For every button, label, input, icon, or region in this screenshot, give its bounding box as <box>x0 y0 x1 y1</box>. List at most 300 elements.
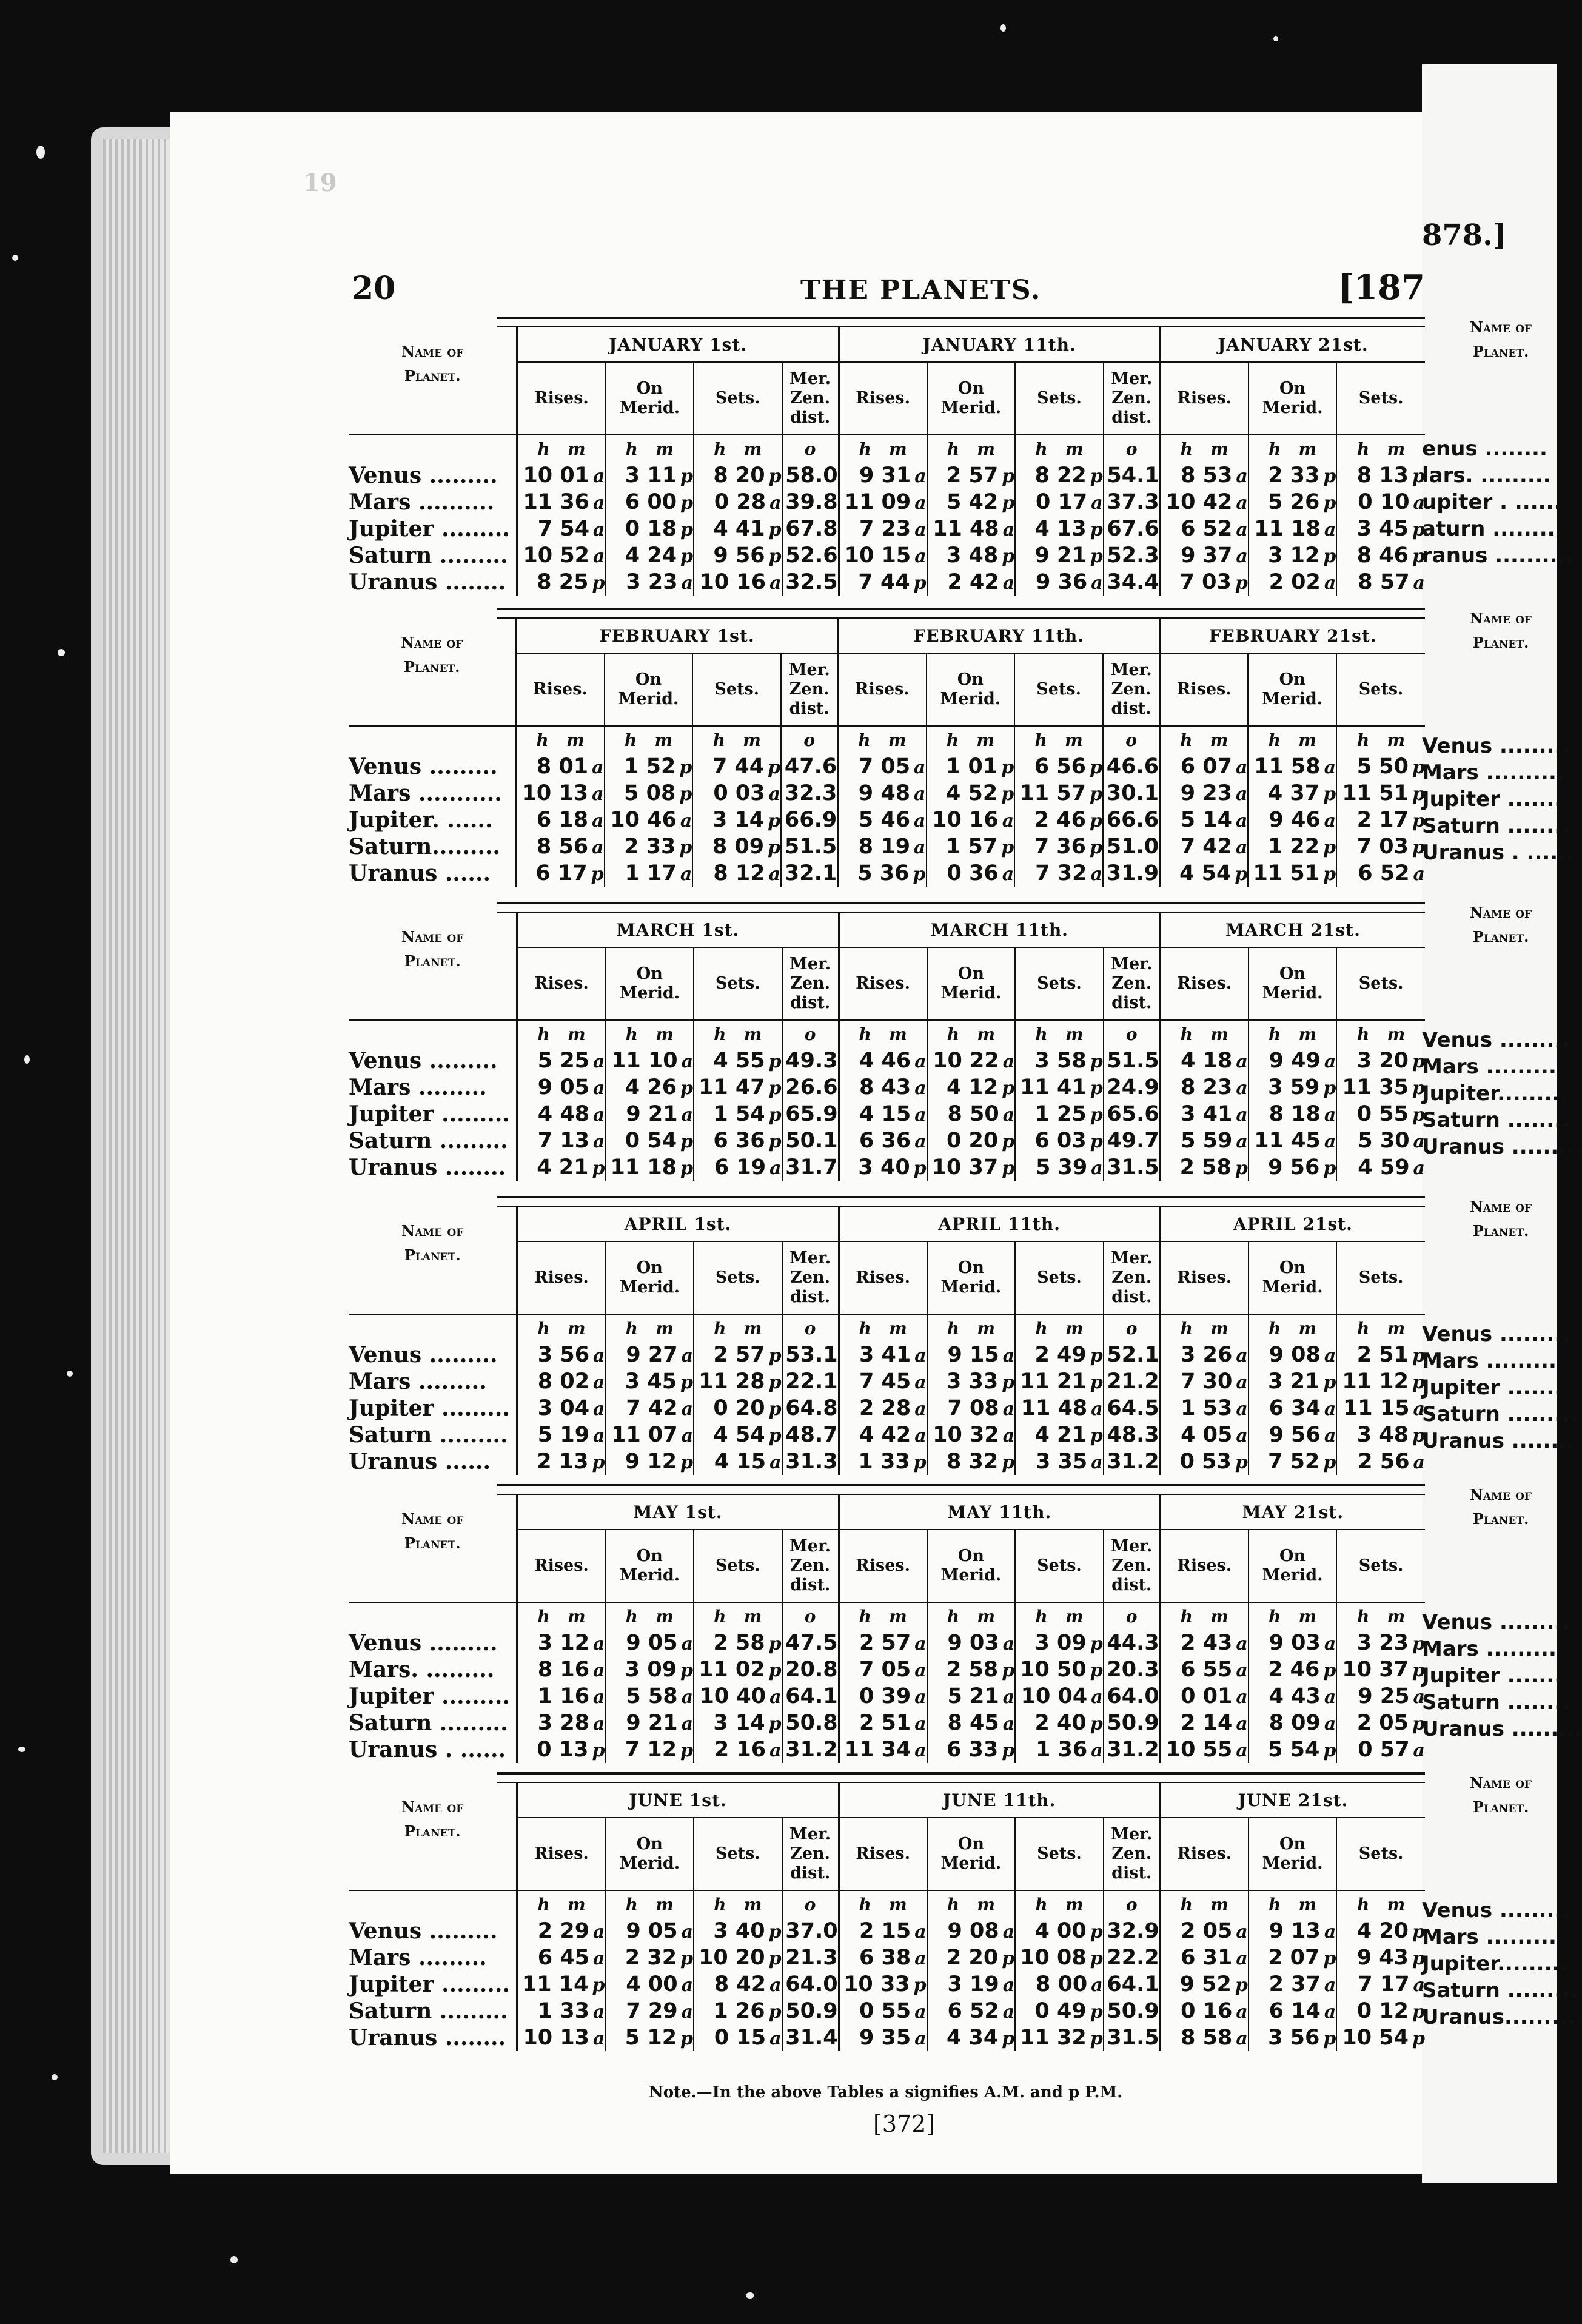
time-value: 7 32 a <box>1014 860 1103 887</box>
name-of-planet-header <box>349 327 517 435</box>
unit-degree: o <box>1104 1020 1161 1047</box>
time-value: 8 25 p <box>517 569 606 596</box>
sets-header: Sets. <box>1015 1530 1104 1602</box>
rises-header: Rises. <box>1160 1241 1249 1314</box>
sets-header: Sets. <box>1014 653 1103 726</box>
time-value: 11 28 p <box>694 1368 782 1395</box>
time-value: 4 00 a <box>606 1971 694 1998</box>
planet-name: Jupiter. ...... <box>349 807 493 833</box>
time-value: 2 49 p <box>1015 1342 1104 1368</box>
time-value: 2 51 a <box>839 1710 927 1736</box>
time-value: 3 58 p <box>1015 1047 1104 1074</box>
planet-name: Saturn ......... <box>349 543 508 568</box>
rises-header: Rises. <box>517 1241 606 1314</box>
name-header-line2: Planet. <box>404 1534 461 1552</box>
time-value: 9 03 a <box>1249 1630 1337 1656</box>
facing-planet-label: Jupiter ....... <box>1422 787 1563 811</box>
time-value: 8 09 p <box>692 833 781 860</box>
zenith-distance-value: 32.9 <box>1104 1918 1161 1944</box>
planet-row <box>349 1074 1425 1101</box>
time-value: 6 52 a <box>1160 516 1249 542</box>
facing-planet-label: Mars ......... <box>1422 1637 1557 1661</box>
planet-name: Saturn......... <box>349 834 501 859</box>
planet-row <box>349 1368 1425 1395</box>
time-value: 6 03 p <box>1015 1127 1104 1154</box>
time-value: 9 05 a <box>606 1630 694 1656</box>
unit-hm: h m <box>516 726 605 753</box>
time-value: 2 33 p <box>1249 462 1337 489</box>
time-value: 4 15 a <box>694 1448 782 1475</box>
zenith-distance-value: 53.1 <box>782 1342 839 1368</box>
period-header: APRIL 21st. <box>1160 1207 1425 1241</box>
planet-name: Jupiter ......... <box>349 516 510 542</box>
unit-spacer <box>349 1890 517 1918</box>
planet-row <box>349 1710 1425 1736</box>
planet-name: Uranus ........ <box>349 569 506 595</box>
planet-name: Saturn ......... <box>349 1710 508 1736</box>
period-header: JUNE 11th. <box>839 1783 1160 1818</box>
unit-hm: h m <box>1336 1602 1425 1630</box>
rises-header: Rises. <box>1160 362 1249 435</box>
planet-row <box>349 1101 1425 1127</box>
facing-name-header: Name of Planet. <box>1469 318 1532 360</box>
time-value: 3 12 p <box>1249 542 1337 569</box>
zen-dist-header: Mer. Zen. dist. <box>782 947 839 1020</box>
planet-row <box>349 1047 1425 1074</box>
unit-hm: h m <box>517 435 606 462</box>
unit-spacer <box>349 1020 517 1047</box>
sets-header: Sets. <box>694 1530 782 1602</box>
time-value: 3 23 a <box>606 569 694 596</box>
time-value: 11 41 p <box>1015 1074 1104 1101</box>
name-header-line1: Name of <box>401 343 464 360</box>
zenith-distance-value: 31.5 <box>1104 1154 1161 1181</box>
zen-dist-header: Mer. Zen. dist. <box>782 1241 839 1314</box>
time-value: 0 17 a <box>1015 489 1104 516</box>
zenith-distance-value: 64.1 <box>782 1683 839 1710</box>
zenith-distance-value: 51.5 <box>781 833 838 860</box>
time-value: 7 03 p <box>1336 833 1425 860</box>
facing-planet-label: Venus ......... <box>1422 1028 1570 1052</box>
time-value: 1 25 p <box>1015 1101 1104 1127</box>
time-value: 3 14 p <box>694 1710 782 1736</box>
month-table <box>349 619 1425 887</box>
facing-page-year: 878.] <box>1422 218 1507 252</box>
time-value: 8 18 a <box>1249 1101 1337 1127</box>
time-value: 2 46 p <box>1249 1656 1337 1683</box>
month-table <box>349 1495 1425 1763</box>
time-value: 6 33 p <box>927 1736 1016 1763</box>
rises-header: Rises. <box>839 947 927 1020</box>
time-value: 6 55 a <box>1160 1656 1249 1683</box>
zenith-distance-value: 47.5 <box>782 1630 839 1656</box>
name-header-line1: Name of <box>401 1798 464 1816</box>
planet-row <box>349 780 1425 807</box>
period-header: MAY 1st. <box>517 1495 839 1530</box>
rises-header: Rises. <box>517 1818 606 1890</box>
time-value: 2 58 p <box>1160 1154 1249 1181</box>
unit-hm: h m <box>694 1314 782 1342</box>
time-value: 5 25 a <box>517 1047 606 1074</box>
rises-header: Rises. <box>516 653 605 726</box>
sets-header: Sets. <box>1015 1241 1104 1314</box>
time-value: 4 26 p <box>606 1074 694 1101</box>
on-merid-header: On Merid. <box>606 1241 694 1314</box>
unit-hm: h m <box>694 435 782 462</box>
rises-header: Rises. <box>839 1530 927 1602</box>
time-value: 2 29 a <box>517 1918 606 1944</box>
zenith-distance-value: 52.1 <box>1104 1342 1161 1368</box>
time-value: 0 01 a <box>1160 1683 1249 1710</box>
planet-row <box>349 1736 1425 1763</box>
unit-degree: o <box>782 435 839 462</box>
time-value: 9 21 a <box>606 1101 694 1127</box>
time-value: 3 45 p <box>1336 516 1425 542</box>
planet-row <box>349 1448 1425 1475</box>
time-value: 11 57 p <box>1014 780 1103 807</box>
unit-hm: h m <box>1015 1602 1104 1630</box>
unit-hm: h m <box>1249 1314 1337 1342</box>
zen-dist-header: Mer. Zen. dist. <box>782 1818 839 1890</box>
zenith-distance-value: 21.2 <box>1104 1368 1161 1395</box>
time-value: 10 15 a <box>839 542 927 569</box>
time-value: 3 56 a <box>517 1342 606 1368</box>
unit-hm: h m <box>927 1890 1016 1918</box>
time-value: 3 48 p <box>1336 1422 1425 1448</box>
time-value: 11 10 a <box>606 1047 694 1074</box>
time-value: 6 34 a <box>1249 1395 1337 1422</box>
time-value: 10 01 a <box>517 462 606 489</box>
zenith-distance-value: 52.6 <box>782 542 839 569</box>
time-value: 11 47 p <box>694 1074 782 1101</box>
unit-hm: h m <box>694 1020 782 1047</box>
time-value: 5 42 p <box>927 489 1016 516</box>
time-value: 6 52 a <box>1336 860 1425 887</box>
zenith-distance-value: 20.3 <box>1104 1656 1161 1683</box>
zenith-distance-value: 66.6 <box>1103 807 1160 833</box>
planet-row <box>349 1154 1425 1181</box>
zenith-distance-value: 67.8 <box>782 516 839 542</box>
time-value: 1 57 p <box>927 833 1015 860</box>
planet-name: Mars ......... <box>349 1945 487 1970</box>
time-value: 5 54 p <box>1249 1736 1337 1763</box>
time-value: 8 01 a <box>516 753 605 780</box>
zen-dist-header: Mer. Zen. dist. <box>782 1530 839 1602</box>
planet-name: Mars ......... <box>349 1075 487 1100</box>
rises-header: Rises. <box>1160 1530 1249 1602</box>
zenith-distance-value: 26.6 <box>782 1074 839 1101</box>
unit-hm: h m <box>1336 435 1425 462</box>
on-merid-header: On Merid. <box>1249 362 1337 435</box>
time-value: 10 13 a <box>516 780 605 807</box>
unit-hm: h m <box>606 1890 694 1918</box>
planet-row <box>349 1944 1425 1971</box>
name-header-line2: Planet. <box>404 1246 461 1264</box>
zenith-distance-value: 66.9 <box>781 807 838 833</box>
zen-dist-header: Mer. Zen. dist. <box>1104 1241 1161 1314</box>
unit-degree: o <box>782 1602 839 1630</box>
time-value: 7 08 a <box>927 1395 1016 1422</box>
zenith-distance-value: 64.1 <box>1104 1971 1161 1998</box>
zenith-distance-value: 50.9 <box>1104 1710 1161 1736</box>
time-value: 1 16 a <box>517 1683 606 1710</box>
rises-header: Rises. <box>1160 947 1249 1020</box>
time-value: 4 34 p <box>927 2024 1016 2051</box>
unit-hm: h m <box>927 435 1016 462</box>
unit-hm: h m <box>1160 435 1249 462</box>
facing-planet-label: Saturn ........ <box>1422 1690 1570 1714</box>
zenith-distance-value: 64.5 <box>1104 1395 1161 1422</box>
book-page-edges <box>91 127 182 2165</box>
time-value: 4 54 p <box>694 1422 782 1448</box>
time-value: 7 42 a <box>606 1395 694 1422</box>
time-value: 7 05 a <box>839 1656 927 1683</box>
time-value: 2 58 p <box>694 1630 782 1656</box>
zen-dist-header: Mer. Zen. dist. <box>1104 1530 1161 1602</box>
time-value: 3 40 p <box>694 1918 782 1944</box>
time-value: 4 48 a <box>517 1101 606 1127</box>
name-header-line1: Name of <box>401 1222 464 1240</box>
time-value: 9 52 p <box>1160 1971 1249 1998</box>
time-value: 10 20 p <box>694 1944 782 1971</box>
unit-hm: h m <box>517 1890 606 1918</box>
time-value: 11 35 p <box>1336 1074 1425 1101</box>
time-value: 3 26 a <box>1160 1342 1249 1368</box>
facing-planet-label: Uranus ........ <box>1422 1429 1575 1453</box>
time-value: 3 20 p <box>1336 1047 1425 1074</box>
bleedthrough-page-number: 19 <box>303 169 337 197</box>
time-value: 5 12 p <box>606 2024 694 2051</box>
time-value: 4 21 p <box>517 1154 606 1181</box>
zenith-distance-value: 31.5 <box>1104 2024 1161 2051</box>
time-value: 8 02 a <box>517 1368 606 1395</box>
time-value: 3 11 p <box>606 462 694 489</box>
on-merid-header: On Merid. <box>1248 653 1336 726</box>
time-value: 6 17 p <box>516 860 605 887</box>
time-value: 2 20 p <box>927 1944 1016 1971</box>
time-value: 4 59 a <box>1336 1154 1425 1181</box>
time-value: 9 46 a <box>1248 807 1336 833</box>
time-value: 0 20 p <box>927 1127 1016 1154</box>
time-value: 7 17 a <box>1336 1971 1425 1998</box>
time-value: 2 33 p <box>605 833 693 860</box>
time-value: 11 02 p <box>694 1656 782 1683</box>
time-value: 9 21 a <box>606 1710 694 1736</box>
unit-hm: h m <box>1336 1890 1425 1918</box>
planet-name: Venus ......... <box>349 1918 498 1944</box>
time-value: 5 14 a <box>1160 807 1249 833</box>
time-value: 6 14 a <box>1249 1998 1337 2024</box>
planet-row <box>349 2024 1425 2051</box>
planet-row <box>349 807 1425 833</box>
unit-degree: o <box>782 1020 839 1047</box>
time-value: 0 53 p <box>1160 1448 1249 1475</box>
time-value: 11 36 a <box>517 489 606 516</box>
time-value: 8 20 p <box>694 462 782 489</box>
sets-header: Sets. <box>692 653 781 726</box>
time-value: 6 00 p <box>606 489 694 516</box>
time-value: 3 33 p <box>927 1368 1016 1395</box>
time-value: 7 52 p <box>1249 1448 1337 1475</box>
planet-name: Saturn ......... <box>349 1998 508 2024</box>
time-value: 6 52 a <box>927 1998 1016 2024</box>
zenith-distance-value: 64.0 <box>1104 1683 1161 1710</box>
zenith-distance-value: 31.2 <box>782 1736 839 1763</box>
facing-name-header: Name of Planet. <box>1469 904 1532 945</box>
time-value: 10 55 a <box>1160 1736 1249 1763</box>
time-value: 4 43 a <box>1249 1683 1337 1710</box>
planet-name: Venus ......... <box>349 754 498 779</box>
time-value: 8 00 a <box>1015 1971 1104 1998</box>
time-value: 10 54 p <box>1336 2024 1425 2051</box>
sets-header: Sets. <box>1015 1818 1104 1890</box>
time-value: 8 16 a <box>517 1656 606 1683</box>
time-value: 3 41 a <box>1160 1101 1249 1127</box>
time-value: 0 55 a <box>839 1998 927 2024</box>
time-value: 0 55 p <box>1336 1101 1425 1127</box>
unit-hm: h m <box>927 1020 1016 1047</box>
zenith-distance-value: 32.3 <box>781 780 838 807</box>
name-header-line2: Planet. <box>404 1822 461 1840</box>
time-value: 3 28 a <box>517 1710 606 1736</box>
time-value: 9 08 a <box>1249 1342 1337 1368</box>
time-value: 0 49 p <box>1015 1998 1104 2024</box>
time-value: 2 42 a <box>927 569 1016 596</box>
time-value: 2 58 p <box>927 1656 1016 1683</box>
zenith-distance-value: 48.7 <box>782 1422 839 1448</box>
planet-row <box>349 1422 1425 1448</box>
unit-hm: h m <box>606 435 694 462</box>
zenith-distance-value: 32.1 <box>781 860 838 887</box>
time-value: 2 02 a <box>1249 569 1337 596</box>
unit-hm: h m <box>927 1314 1016 1342</box>
time-value: 2 37 a <box>1249 1971 1337 1998</box>
time-value: 5 59 a <box>1160 1127 1249 1154</box>
planet-name: Mars .......... <box>349 489 495 515</box>
unit-hm: h m <box>1336 726 1425 753</box>
planet-name: Uranus ...... <box>349 861 491 886</box>
zenith-distance-value: 64.8 <box>782 1395 839 1422</box>
facing-planet-label: Mars .......... <box>1422 761 1564 785</box>
rises-header: Rises. <box>839 1818 927 1890</box>
time-value: 0 54 p <box>606 1127 694 1154</box>
time-value: 6 31 a <box>1160 1944 1249 1971</box>
time-value: 8 19 a <box>838 833 927 860</box>
time-value: 9 31 a <box>839 462 927 489</box>
name-header-line1: Name of <box>401 928 464 945</box>
time-value: 3 12 a <box>517 1630 606 1656</box>
zenith-distance-value: 50.9 <box>782 1998 839 2024</box>
unit-hm: h m <box>1015 1890 1104 1918</box>
time-value: 5 36 p <box>838 860 927 887</box>
time-value: 7 13 a <box>517 1127 606 1154</box>
zenith-distance-value: 49.7 <box>1104 1127 1161 1154</box>
time-value: 2 43 a <box>1160 1630 1249 1656</box>
facing-name-header: Name of Planet. <box>1469 1774 1532 1816</box>
name-header-line2: Planet. <box>404 952 461 970</box>
unit-hm: h m <box>694 1602 782 1630</box>
time-value: 11 48 a <box>1015 1395 1104 1422</box>
facing-planet-label: Uranus ......... <box>1422 1135 1582 1159</box>
time-value: 8 23 a <box>1160 1074 1249 1101</box>
facing-planet-label: aturn ......... <box>1422 517 1563 541</box>
unit-hm: h m <box>1336 1314 1425 1342</box>
time-value: 4 46 a <box>839 1047 927 1074</box>
unit-hm: h m <box>1249 1020 1337 1047</box>
time-value: 2 56 a <box>1336 1448 1425 1475</box>
time-value: 0 16 a <box>1160 1998 1249 2024</box>
period-header: MARCH 1st. <box>517 913 839 947</box>
zenith-distance-value: 65.6 <box>1104 1101 1161 1127</box>
time-value: 11 51 p <box>1336 780 1425 807</box>
time-value: 3 23 p <box>1336 1630 1425 1656</box>
time-value: 9 43 p <box>1336 1944 1425 1971</box>
time-value: 9 15 a <box>927 1342 1016 1368</box>
time-value: 5 39 a <box>1015 1154 1104 1181</box>
time-value: 9 05 a <box>606 1918 694 1944</box>
time-value: 1 22 p <box>1248 833 1336 860</box>
time-value: 8 58 a <box>1160 2024 1249 2051</box>
zen-dist-header: Mer. Zen. dist. <box>1104 947 1161 1020</box>
facing-planet-label: Uranus . ...... <box>1422 841 1574 865</box>
unit-hm: h m <box>839 1890 927 1918</box>
planet-row <box>349 489 1425 516</box>
time-value: 8 13 p <box>1336 462 1425 489</box>
time-value: 8 09 a <box>1249 1710 1337 1736</box>
time-value: 7 45 a <box>839 1368 927 1395</box>
time-value: 5 46 a <box>838 807 927 833</box>
period-header: FEBRUARY 21st. <box>1160 619 1425 653</box>
planet-row <box>349 860 1425 887</box>
time-value: 5 19 a <box>517 1422 606 1448</box>
time-value: 6 36 a <box>839 1127 927 1154</box>
planet-row <box>349 1630 1425 1656</box>
facing-planet-label: upiter . ...... <box>1422 490 1562 514</box>
time-value: 11 09 a <box>839 489 927 516</box>
unit-hm: h m <box>839 1020 927 1047</box>
time-value: 9 56 p <box>1249 1154 1337 1181</box>
time-value: 9 49 a <box>1249 1047 1337 1074</box>
time-value: 1 54 p <box>694 1101 782 1127</box>
zen-dist-header: Mer. Zen. dist. <box>1104 1818 1161 1890</box>
time-value: 9 35 a <box>839 2024 927 2051</box>
time-value: 2 46 p <box>1014 807 1103 833</box>
planet-row <box>349 569 1425 596</box>
period-header: MAY 11th. <box>839 1495 1160 1530</box>
time-value: 7 42 a <box>1160 833 1249 860</box>
table-top-rule <box>497 1484 1425 1495</box>
time-value: 3 40 p <box>839 1154 927 1181</box>
planet-row <box>349 1656 1425 1683</box>
zenith-distance-value: 50.1 <box>782 1127 839 1154</box>
period-header: FEBRUARY 11th. <box>838 619 1160 653</box>
time-value: 1 36 a <box>1015 1736 1104 1763</box>
time-value: 10 33 p <box>839 1971 927 1998</box>
time-value: 3 14 p <box>692 807 781 833</box>
planet-name: Uranus ........ <box>349 2025 506 2050</box>
time-value: 9 56 p <box>694 542 782 569</box>
time-value: 4 00 p <box>1015 1918 1104 1944</box>
time-value: 10 37 p <box>927 1154 1016 1181</box>
time-value: 9 36 a <box>1015 569 1104 596</box>
time-value: 9 48 a <box>838 780 927 807</box>
facing-planet-label: Saturn ......... <box>1422 1402 1578 1426</box>
time-value: 7 44 p <box>692 753 781 780</box>
table-top-rule <box>497 1196 1425 1207</box>
unit-degree: o <box>781 726 838 753</box>
period-header: MARCH 11th. <box>839 913 1160 947</box>
zenith-distance-value: 67.6 <box>1104 516 1161 542</box>
